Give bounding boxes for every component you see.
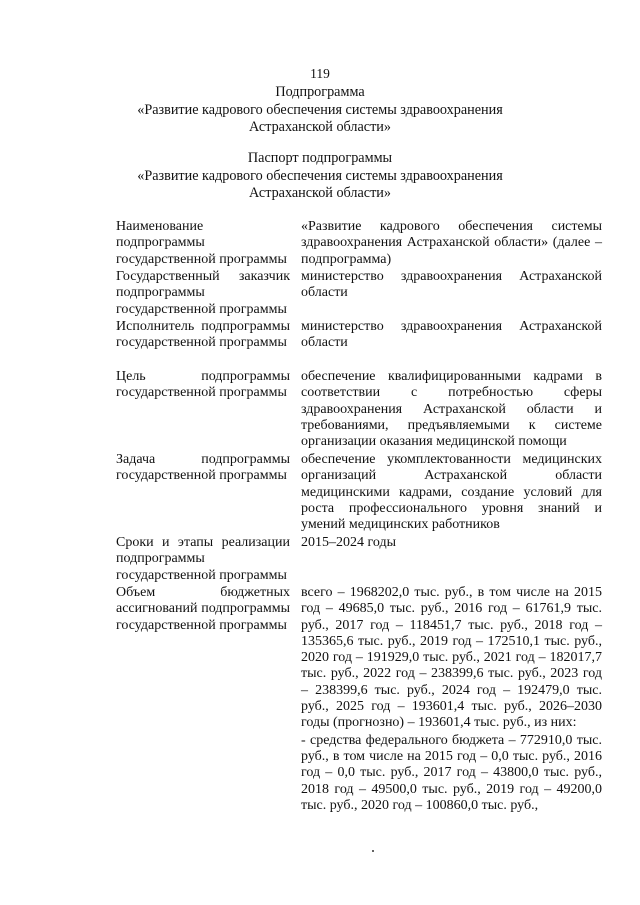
passport-row-name xyxy=(116,219,602,269)
row-value: 2015–2024 годы xyxy=(301,535,397,550)
passport-row-goal xyxy=(116,369,602,452)
budget-total-paragraph: всего – 1968202,0 тыс. руб., в том числе на 2015 год – 49685,0 тыс. руб., 2016 год – 61761,9 тыс. руб., 2017 год – 118451,7 тыс. руб., 2018 год – 135365,6 тыс. руб., 2019 год – 172510,1 тыс. руб., 2020 год – 191929,0 тыс. руб., 2021 год – 182017,7 тыс. руб., 2022 год – 238399,6 тыс. руб., 2023 год – 238399,6 тыс. руб., 2024 год – 192479,0 тыс. руб., 2025 год – 193601,4 тыс. руб., 2026–2030 годы (прогнозно) – 193601,4 тыс. руб., из них: xyxy=(301,585,602,731)
row-label: Цель подпрограммы государственной программы xyxy=(116,369,290,401)
heading-line: «Развитие кадрового обеспечения системы здравоохранения xyxy=(137,101,503,118)
row-label: Сроки и этапы реализации подпрограммы государственной программы xyxy=(116,535,290,583)
page-number: 119 xyxy=(310,66,330,81)
row-label: Объем бюджетных ассигнований подпрограммы государственной программы xyxy=(116,585,290,633)
row-value: министерство здравоохранения Астраханской области xyxy=(301,319,602,351)
heading-line: Астраханской области» xyxy=(249,185,391,201)
passport-row-task xyxy=(116,452,602,535)
passport-row-budget xyxy=(116,585,602,814)
heading-line: Астраханской области» xyxy=(249,119,391,135)
passport-row-executor xyxy=(116,319,602,369)
row-value: обеспечение квалифицированными кадрами в соответствии с потребностью сферы здравоохранения Астраханской области и требованиями, предъявляемыми к системе организации оказания медицинской помощи xyxy=(301,369,602,450)
heading-line: Паспорт подпрограммы xyxy=(247,150,393,166)
federal-budget-paragraph: - средства федерального бюджета – 772910,0 тыс. руб., в том числе на 2015 год – 0,0 тыс. руб., 2016 год – 0,0 тыс. руб., 2017 год – 43800,0 тыс. руб., 2018 год – 49500,0 тыс. руб., 2019 год – 49200,0 тыс. руб., 2020 год – 100860,0 тыс. руб., xyxy=(301,732,602,813)
row-label: Задача подпрограммы государственной программы xyxy=(116,452,290,484)
passport-row-customer xyxy=(116,269,602,319)
heading-line: Подпрограмма xyxy=(275,84,365,100)
heading-line: «Развитие кадрового обеспечения системы здравоохранения xyxy=(137,167,503,184)
row-value: «Развитие кадрового обеспечения системы здравоохранения Астраханской области» (далее – подпрограмма) xyxy=(301,219,602,267)
passport-table xyxy=(116,219,602,814)
passport-row-terms xyxy=(116,535,602,585)
row-label: Исполнитель подпрограммы государственной программы xyxy=(116,319,290,351)
scan-speck xyxy=(372,850,374,852)
subprogram-heading xyxy=(0,84,640,137)
row-label: Наименование подпрограммы государственной программы xyxy=(116,219,287,267)
row-value: министерство здравоохранения Астраханской области xyxy=(301,269,602,301)
row-label: Государственный заказчик подпрограммы государственной программы xyxy=(116,269,290,317)
passport-heading xyxy=(0,150,640,203)
row-value: обеспечение укомплектованности медицинских организаций Астраханской области медицинскими кадрами, создание условий для роста профессионального уровня знаний и умений медицинских работников xyxy=(301,452,602,533)
row-value xyxy=(301,585,602,814)
